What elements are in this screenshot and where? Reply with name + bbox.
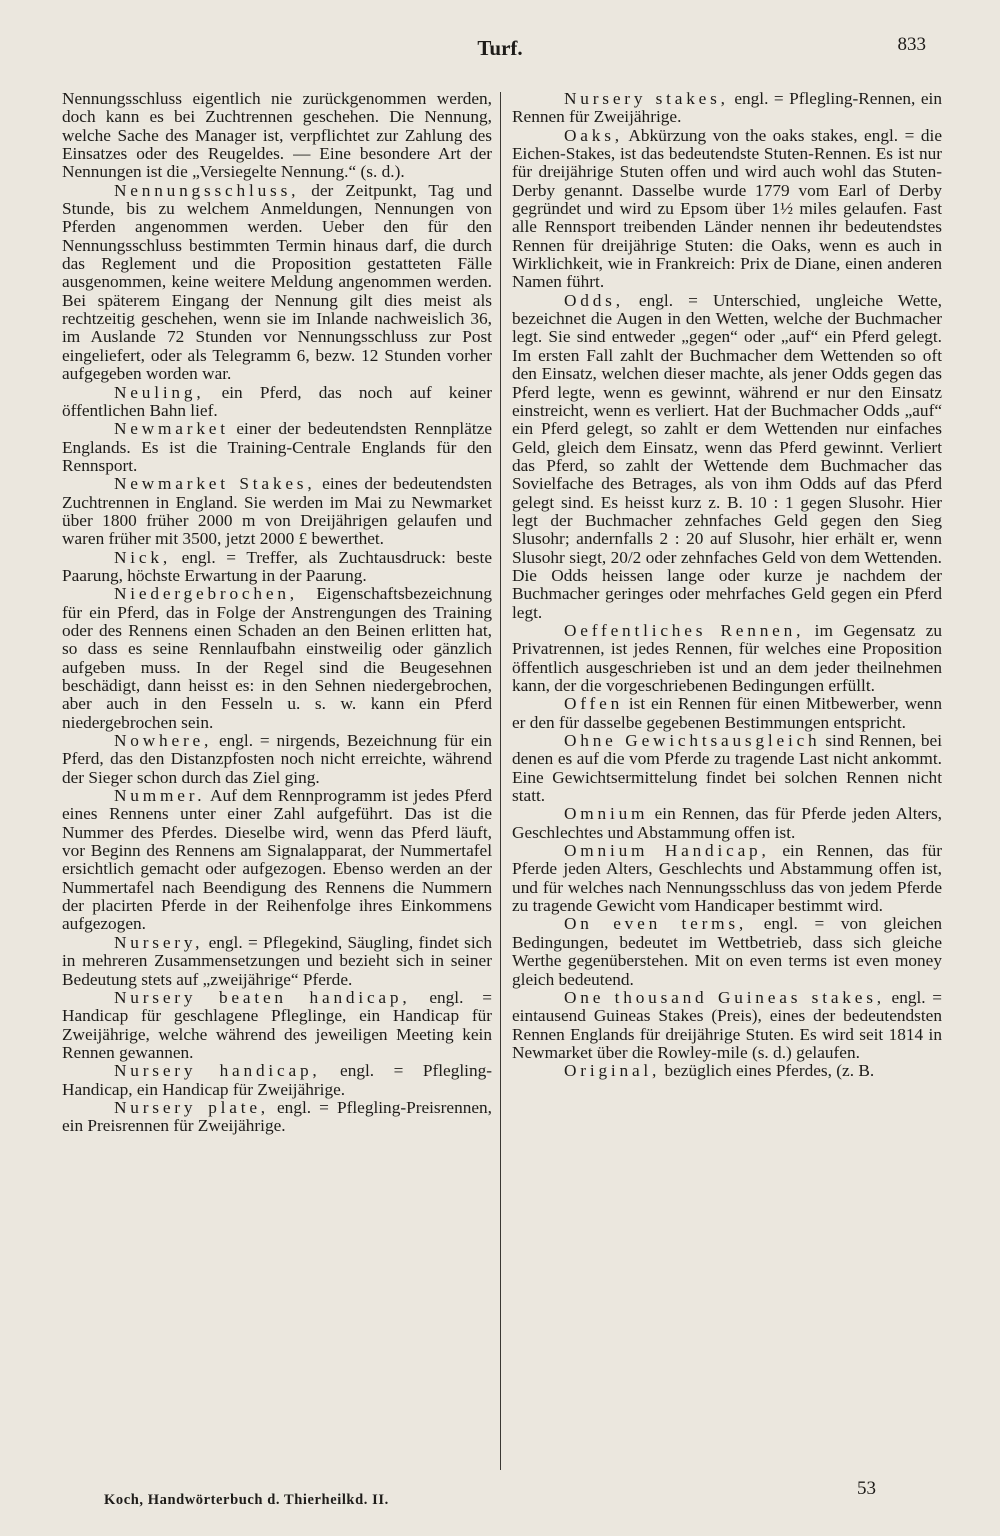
- entry-text: engl. = eintausend Guineas Stakes (Preis), eines der bedeutendsten Rennen Englands für dreijährige Stuten. Es wird seit 1814 in Newmarket über die Rowley-mile (s. d.) gelaufen.: [512, 987, 943, 1062]
- entry-text: Nennungsschluss eigentlich nie zurückgenommen werden, doch kann es bei Zuchtrennen geschehen. Die Nennung, welche Sache des Manager ist, verpflichtet zur Zahlung des Einsatzes oder des Reugeldes. — Eine besondere Art der Nennungen ist die „Versiegelte Nennung.“ (s. d.).: [62, 89, 492, 182]
- right-column: [512, 90, 942, 1081]
- entry-nursery-plate: [62, 1099, 492, 1136]
- entry-headword: Niedergebrochen,: [114, 584, 298, 604]
- entry-omnium: [512, 805, 942, 842]
- entry-headword: Odds,: [564, 290, 624, 310]
- entry-text: sind Rennen, bei denen es auf die vom Pferde zu tragende Last nicht ankommt. Eine Gewichtsermittelung findet bei solchen Rennen nicht statt.: [512, 731, 942, 806]
- entry-headword: Newmarket Stakes,: [114, 474, 316, 494]
- entry-oaks: [512, 127, 942, 292]
- entry-text: einer der bedeutendsten Rennplätze Englands. Es ist die Training-Centrale Englands für den Rennsport.: [62, 419, 492, 475]
- entry-text: engl. = Pflegling-Rennen, ein Rennen für Zweijährige.: [512, 89, 942, 127]
- page-number: 833: [897, 34, 926, 55]
- entry-nursery-stakes: [512, 90, 942, 127]
- entry-text: engl. = Unterschied, ungleiche Wette, bezeichnet die Augen in den Wetten, welche der Buchmacher legt. Sie sind entweder „gegen“ oder „auf“ ein Pferd gelegt. Im ersten Fall zahlt der Buchmacher dem Wettenden so oft den Einsatz, welchen dieser machte, als jener Odds gegen das Pferd legte, wenn es gewinnt, während er nur den Einsatz einstreicht, wenn es verliert. Hat der Buchmacher Odds „auf“ ein Pferd gelegt, so zahlt er dem Wettenden nur einfaches Geld, gleich dem Einsatz, wenn das Pferd gewinnt. Verliert das Pferd, so zahlt der Wettende dem Buchmacher das Sovielfache des Betrages, als von ihm Odds auf das Pferd gelegt sind. Es heisst kurz z. B. 10 : 1 gegen Slusohr. Hier legt der Buchmacher zehnfaches Geld gegen den Sieg Slusohr; andernfalls 2 : 20 auf Slusohr, hier erhält er, wenn Slusohr siegt, 20/2 oder zehnfaches Geld von dem Wettenden. Die Odds heissen lange oder kurze je nachdem der Buchmacher geringes oder mehrfaches Geld gegen ein Pferd legt.: [512, 290, 942, 622]
- column-divider: [500, 92, 501, 1470]
- entry-one-thousand-guineas: [512, 989, 942, 1062]
- entry-text: bezüglich eines Pferdes, (z. B.: [660, 1061, 875, 1081]
- running-head: Turf.: [477, 36, 523, 60]
- entry-newmarket-stakes: [62, 475, 492, 548]
- entry-headword: On even terms,: [564, 914, 748, 934]
- entry-headword: Oeffentliches Rennen,: [564, 620, 805, 640]
- entry-nowhere: [62, 732, 492, 787]
- entry-text: eines der bedeutendsten Zuchtrennen in England. Sie werden im Mai zu Newmarket über 1800 früher 2000 m von Dreijährigen gelaufen und waren früher mit 3500, jetzt 2000 £ bewerthet.: [62, 474, 493, 549]
- entry-headword: Nowhere,: [114, 731, 213, 751]
- entry-headword: Nursery beaten handicap,: [114, 987, 411, 1007]
- entry-nursery: [62, 934, 492, 989]
- entry-text: engl. = nirgends, Bezeichnung für ein Pferd, das den Distanzpfosten noch nicht erreichte, während der Sieger schon durch das Ziel ging.: [62, 731, 492, 787]
- entry-original: [512, 1062, 942, 1080]
- entry-nursery-beaten-handicap: [62, 989, 492, 1062]
- entry-text: engl. = Treffer, als Zuchtausdruck: beste Paarung, höchste Erwartung in der Paarung.: [62, 547, 492, 585]
- entry-headword: Oaks,: [564, 125, 623, 145]
- entry-text: engl. = Pflegling-Handicap, ein Handicap für Zweijährige.: [62, 1061, 492, 1099]
- entry-text: engl. = Pflegling-Preisrennen, ein Preisrennen für Zweijährige.: [62, 1097, 492, 1136]
- entry-oeffentliches-rennen: [512, 622, 942, 695]
- entry-niedergebrochen: [62, 585, 492, 732]
- entry-headword: Nursery stakes,: [564, 89, 729, 108]
- entry-headword: One thousand Guineas stakes,: [564, 987, 885, 1007]
- entry-headword: Neuling,: [114, 382, 205, 402]
- entry-headword: Omnium: [564, 804, 649, 824]
- entry-odds: [512, 292, 942, 622]
- entry-headword: Ohne Gewichtsausgleich: [564, 731, 821, 751]
- entry-headword: Nursery plate,: [114, 1097, 269, 1117]
- entry-nummer: [62, 787, 492, 934]
- entry-neuling: [62, 384, 492, 421]
- entry-text: engl. = Pflegekind, Säugling, findet sich in mehreren Zusammensetzungen und bezieht sich in seiner Bedeutung stets auf „zweijährige“ Pferde.: [62, 932, 492, 989]
- entry-headword: Nennungsschluss,: [114, 180, 300, 200]
- entry-text: Eigenschaftsbezeichnung für ein Pferd, das in Folge der Anstrengungen des Training oder des Rennens einen Schaden an den Beinen erlitten hat, so dass es seine Rennlaufbahn einstweilig oder gänzlich aufgeben muss. In der Regel sind die Beugesehnen beschädigt, dann heisst es: in den Sehnen niedergebrochen, aber auch in den Fesseln u. s. w. kann ein Pferd niedergebrochen sein.: [62, 584, 492, 732]
- entry-headword: Omnium Handicap,: [564, 841, 770, 861]
- entry-text: Auf dem Rennprogramm ist jedes Pferd eines Rennens unter einer Zahl aufgeführt. Das ist die Nummer des Pferdes. Dieselbe wird, wenn das Pferd läuft, vor Beginn des Rennens am Signalapparat, der Nummertafel ersichtlich gemacht oder aufgezogen. Ebenso werden an der Nummertafel nach Beendigung des Rennens die Nummern der placirten Pferde in der Reihenfolge ihres Einkommens aufgezogen.: [62, 786, 492, 934]
- entry-headword: Original,: [564, 1061, 661, 1081]
- entry-text: Abkürzung von the oaks stakes, engl. = die Eichen-Stakes, ist das bedeutendste Stuten-Rennen. Es ist nur für dreijährige Stuten offen und wird auch wohl das Stuten-Derby genannt. Dasselbe wurde 1779 vom Earl of Derby gegründet und wird zu Epsom über 1½ miles gelaufen. Fast alle Rennsport treibenden Länder nennen ihr bedeutendstes Rennen für dreijährige Stuten: die Oaks, wenn es auch in Wirklichkeit, wie in Frankreich: Prix de Diane, einen anderen Namen führt.: [512, 125, 942, 292]
- entry-headword: Nick,: [114, 547, 171, 567]
- entry-text: ein Pferd, das noch auf keiner öffentlichen Bahn lief.: [62, 382, 492, 420]
- entry-continued: [62, 90, 492, 182]
- entry-offen: [512, 695, 942, 732]
- entry-text: engl. = von gleichen Bedingungen, bedeutet im Wettbetrieb, dass sich gleiche Werthe gegenüberstehen. Mit on even terms ist even money gleich bedeutend.: [512, 914, 943, 989]
- entry-headword: Offen: [564, 694, 624, 714]
- entry-omnium-handicap: [512, 842, 942, 915]
- footer-imprint: Koch, Handwörterbuch d. Thierheilkd. II.: [104, 1492, 389, 1508]
- entry-nick: [62, 549, 492, 586]
- entry-headword: Nursery handicap,: [114, 1061, 321, 1081]
- entry-text: engl. = Handicap für geschlagene Pfleglinge, ein Handicap für Zweijährige, welche während des jeweiligen Meeting kein Rennen gewannen.: [62, 987, 492, 1062]
- entry-text: ist ein Rennen für einen Mitbewerber, wenn er den für dasselbe gegebenen Bestimmungen entspricht.: [512, 694, 942, 732]
- entry-text: der Zeitpunkt, Tag und Stunde, bis zu welchem Anmeldungen, Nennungen von Pferden angenommen werden. Ueber den für den Nennungsschluss bestimmten Termin hinaus darf, die durch das Reglement und die Proposition gestatteten Fälle ausgenommen, keine weitere Meldung angenommen werden. Bei späterem Eingang der Nennung gilt dies meist als rechtzeitig geschehen, wenn sie im Inlande nachweislich 36, im Auslande 72 Stunden vor Nennungsschluss zur Post eingeliefert, oder als Telegramm 6, bezw. 12 Stunden vorher aufgegeben worden war.: [62, 180, 492, 384]
- entry-headword: Newmarket: [114, 419, 229, 439]
- left-column: [62, 90, 492, 1136]
- entry-nennungsschluss: [62, 182, 492, 384]
- entry-newmarket: [62, 420, 492, 475]
- entry-ohne-gewichtsausgleich: [512, 732, 942, 805]
- entry-on-even-terms: [512, 915, 942, 988]
- entry-nursery-handicap: [62, 1062, 492, 1099]
- entry-text: im Gegensatz zu Privatrennen, ist jedes Rennen, für welches eine Proposition öffentlich ausgeschrieben ist und an dem jeder theilnehmen kann, der die vorgeschriebenen Bedingungen erfüllt.: [512, 620, 943, 695]
- entry-headword: Nummer.: [114, 786, 206, 806]
- entry-text: ein Rennen, das für Pferde jeden Alters, Geschlechtes und Abstammung offen ist.: [512, 804, 942, 842]
- entry-text: ein Rennen, das für Pferde jeden Alters, Geschlechts und Abstammung offen ist, und für welches nach Nennungsschluss das von jedem Pferde zu tragende Gewicht vom Handicaper bestimmt wird.: [512, 841, 942, 916]
- sheet-signature: 53: [857, 1478, 876, 1499]
- entry-headword: Nursery,: [114, 932, 204, 952]
